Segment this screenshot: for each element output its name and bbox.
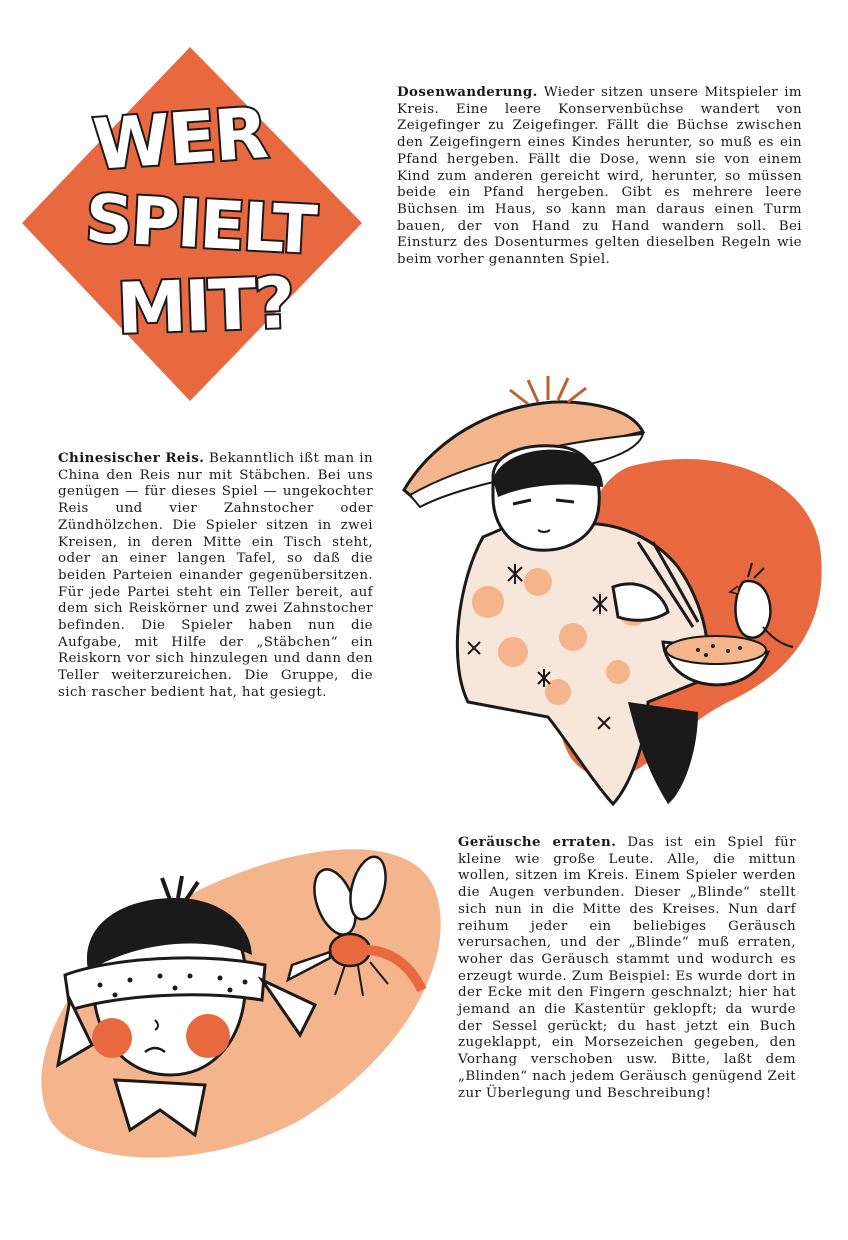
section-text: Wieder sitzen unsere Mitspieler im Kreis. Eine leere Konservenbüchse wandert von Zeigefinger zu Zeigefinger. Fällt die Büchse zwischen den Zeigefingern eines Kindes herunter, so muß es ein Pfand hergeben. Fällt die Dose, wenn sie von einem Kind zum anderen gereicht wird, herunter, so müssen beide ein Pfand hergeben. Gibt es mehrere leere Büchsen im Haus, so kann man daraus einen Turm bauen, der von Hand zu Hand wandern soll. Bei Einsturz des Dosenturmes gelten dieselben Regeln wie beim vorher genannten Spiel. [397,85,802,268]
logo-line-3: MIT? [115,261,295,351]
section-text: Bekanntlich ißt man in China den Reis nur mit Stäbchen. Bei uns genügen — für dieses Spiel — ungekochter Reis und vier Zahnstocher oder Zündhölzchen. Die Spieler sitzen in zwei Kreisen, in deren Mitte ein Tisch steht, oder an einer langen Tafel, so daß die beiden Parteien einander gegenübersitzen. Für jede Partei steht ein Teller bereit, auf dem sich Reiskörner und zwei Zahnstocher befinden. Die Spieler haben nun die Aufgabe, mit Hilfe der „Stäbchen“ ein Reiskorn vor sich hinzulegen und dann den Teller weiterzureichen. Die Gruppe, die sich rascher bedient hat, hat gesiegt. [58,451,373,700]
section-title: Dosenwanderung. [397,84,538,100]
section-geraeusche-erraten [458,834,796,1102]
section-text: Das ist ein Spiel für kleine wie große Leute. Alle, die mittun wollen, sitzen im Kreis. Einem Spieler werden die Augen verbunden. Dieser „Blinde“ stellt sich nun in die Mitte des Kreises. Nun darf reihum jeder ein beliebiges Geräusch verursachen, und der „Blinde“ muß erraten, woher das Geräusch stammt und wodurch es erzeugt wurde. Zum Beispiel: Es wurde dort in der Ecke mit den Fingern geschnalzt; hier hat jemand an die Kastentür geklopft; da wurde der Sessel gerückt; du hast jetzt ein Buch zugeklappt, ein Morsezeichen gegeben, den Vorhang verschoben usw. Bitte, laßt dem „Blinden“ nach jedem Geräusch genügend Zeit zur Überlegung und Beschreibung! [458,835,796,1101]
section-chinesischer-reis [58,450,373,702]
illustration-blindfolded-boy [30,830,450,1170]
logo-line-1: WER [90,92,269,186]
section-title: Geräusche erraten. [458,834,617,850]
section-dosenwanderung [397,84,802,269]
logo-wer-spielt-mit [20,45,365,405]
logo-line-2: SPIELT [83,180,317,269]
section-title: Chinesischer Reis. [58,450,205,466]
illustration-girl-with-rice-bowl [398,372,828,810]
